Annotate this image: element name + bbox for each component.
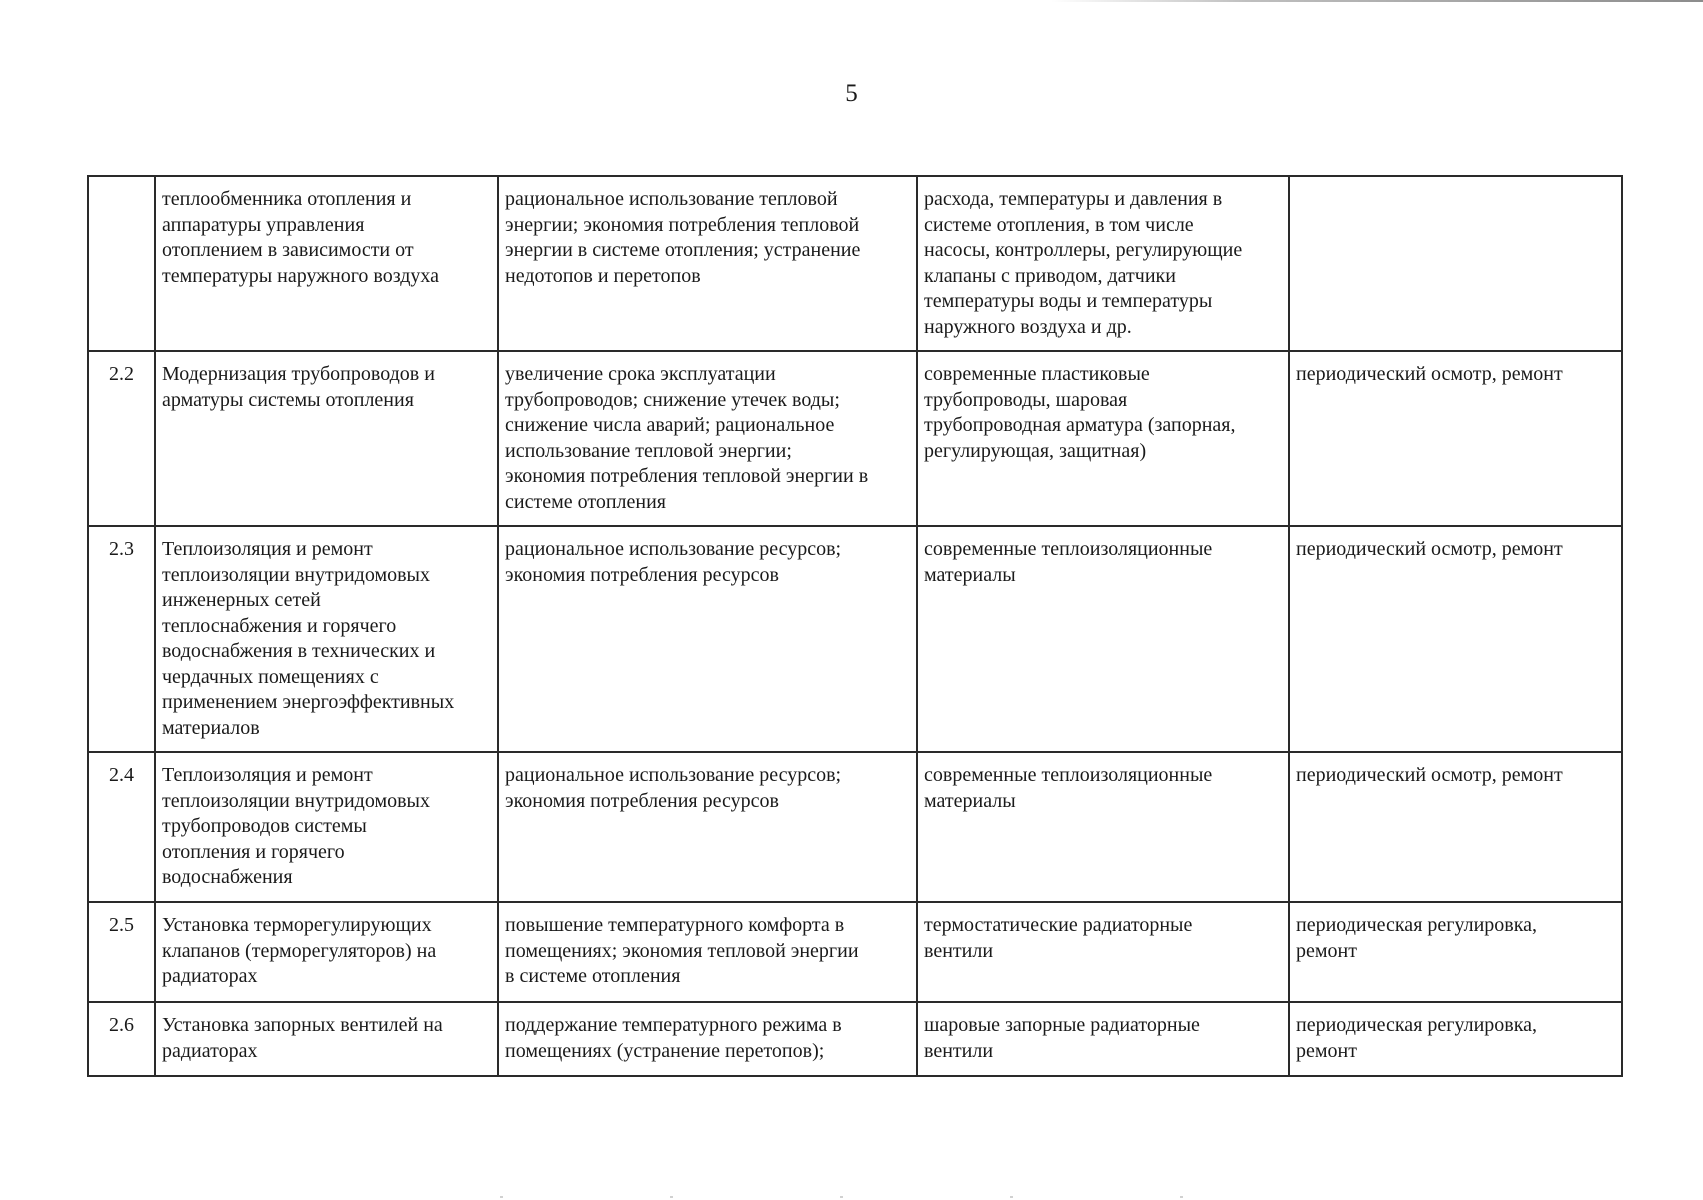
maintenance-cell: периодический осмотр, ремонт [1289,752,1622,902]
measure-cell: Модернизация трубопроводов и арматуры системы отопления [155,351,498,526]
equipment-cell: современные пластиковые трубопроводы, шаровая трубопроводная арматура (запорная, регулирующая, защитная) [917,351,1289,526]
equipment-cell: современные теплоизоляционные материалы [917,752,1289,902]
measure-cell: Установка запорных вентилей на радиаторах [155,1002,498,1076]
maintenance-cell [1289,176,1622,351]
measure-cell: Установка терморегулирующих клапанов (терморегуляторов) на радиаторах [155,902,498,1002]
row-number-cell: 2.4 [88,752,155,902]
effect-cell: увеличение срока эксплуатации трубопроводов; снижение утечек воды; снижение числа аварий; рациональное использование тепловой энергии; экономия потребления тепловой энергии в системе отопления [498,351,917,526]
scan-bottom-specks [500,1196,1200,1198]
measure-cell: Теплоизоляция и ремонт теплоизоляции внутридомовых инженерных сетей теплоснабжения и горячего водоснабжения в технических и чердачных помещениях с применением энергоэффективных материалов [155,526,498,752]
measure-cell: Теплоизоляция и ремонт теплоизоляции внутридомовых трубопроводов системы отопления и горячего водоснабжения [155,752,498,902]
table-row [88,176,1622,351]
row-number-cell: 2.2 [88,351,155,526]
equipment-cell: шаровые запорные радиаторные вентили [917,1002,1289,1076]
effect-cell: рациональное использование тепловой энергии; экономия потребления тепловой энергии в системе отопления; устранение недотопов и перетопов [498,176,917,351]
table-row [88,526,1622,752]
scan-top-edge [1050,0,1703,2]
maintenance-cell: периодическая регулировка, ремонт [1289,902,1622,1002]
equipment-cell: современные теплоизоляционные материалы [917,526,1289,752]
row-number-cell [88,176,155,351]
effect-cell: поддержание температурного режима в помещениях (устранение перетопов); [498,1002,917,1076]
row-number-cell: 2.5 [88,902,155,1002]
maintenance-cell: периодический осмотр, ремонт [1289,351,1622,526]
row-number-cell: 2.6 [88,1002,155,1076]
equipment-cell: термостатические радиаторные вентили [917,902,1289,1002]
equipment-cell: расхода, температуры и давления в системе отопления, в том числе насосы, контроллеры, регулирующие клапаны с приводом, датчики температуры воды и температуры наружного воздуха и др. [917,176,1289,351]
table-row [88,902,1622,1002]
maintenance-cell: периодический осмотр, ремонт [1289,526,1622,752]
table-row [88,351,1622,526]
page-number: 5 [845,80,858,107]
effect-cell: рациональное использование ресурсов; экономия потребления ресурсов [498,752,917,902]
table-row [88,1002,1622,1076]
table-row [88,752,1622,902]
effect-cell: рациональное использование ресурсов; экономия потребления ресурсов [498,526,917,752]
maintenance-cell: периодическая регулировка, ремонт [1289,1002,1622,1076]
measure-cell: теплообменника отопления и аппаратуры управления отоплением в зависимости от температуры наружного воздуха [155,176,498,351]
measures-table [87,175,1623,1077]
effect-cell: повышение температурного комфорта в помещениях; экономия тепловой энергии в системе отопления [498,902,917,1002]
row-number-cell: 2.3 [88,526,155,752]
